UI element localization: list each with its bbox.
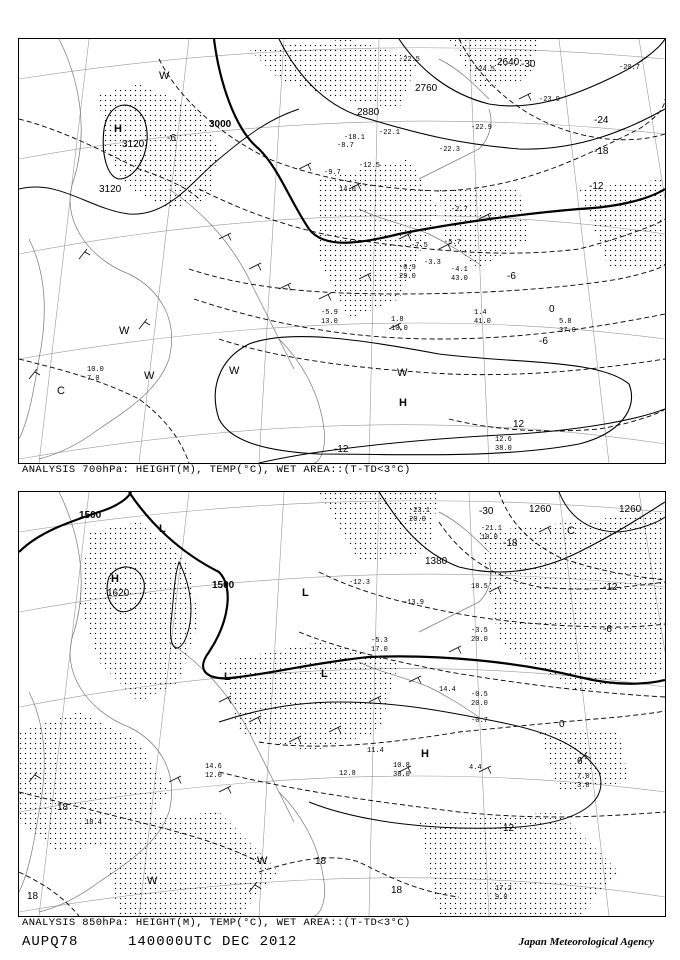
obs-value: -5.3 (371, 637, 388, 645)
temp-label: -6 (539, 336, 548, 347)
obs-value: -0.7 (471, 717, 488, 725)
height-label: 3120 (99, 184, 122, 195)
panel-caption-700hpa: ANALYSIS 700hPa: HEIGHT(M), TEMP(°C), WET AREA::(T-TD<3°C) (22, 464, 411, 476)
height-label: 2880 (357, 107, 380, 118)
obs-value: 38.0 (495, 445, 512, 453)
warm-label: W (147, 875, 158, 887)
obs-value: 7.0 (577, 773, 590, 781)
obs-value: -3.5 (471, 627, 488, 635)
warm-label: W (397, 367, 408, 379)
high-pressure-value: 3120 (122, 139, 145, 150)
temp-label: -30 (521, 59, 536, 70)
temp-label: 6 (577, 756, 583, 767)
product-code: AUPQ78 (22, 934, 79, 950)
obs-value: -20.7 (619, 64, 641, 72)
warm-label: W (159, 70, 170, 82)
height-label: 1500 (212, 580, 235, 591)
obs-value: 13.0 (321, 318, 338, 326)
temp-label: 12 (513, 419, 525, 430)
temp-label: -6 (167, 133, 176, 144)
obs-value: 1.8 (391, 316, 404, 324)
temp-label: 12 (503, 823, 515, 834)
obs-value: 12.0 (205, 772, 222, 780)
obs-value: 14.6 (205, 763, 222, 771)
obs-value: 18.5 (471, 583, 488, 591)
obs-value: -24.5 (474, 66, 496, 74)
obs-value: 5.8 (559, 318, 572, 326)
obs-value: 20.0 (409, 516, 426, 524)
obs-value: -4.1 (451, 266, 468, 274)
obs-value: 3.8 (577, 782, 590, 790)
obs-value: 12.6 (495, 436, 512, 444)
obs-value: 38.0 (393, 771, 410, 779)
cold-label: C (57, 385, 65, 397)
temp-label: -12 (334, 444, 349, 455)
obs-value: 18.4 (85, 819, 102, 827)
obs-value: -2.7 (451, 206, 468, 214)
temp-label: -12 (603, 582, 618, 593)
obs-value: -3.3 (424, 259, 441, 267)
temp-label: -18 (594, 146, 609, 157)
temp-label: 0 (549, 304, 555, 315)
obs-value: 37.0 (559, 327, 576, 335)
obs-value: 14.4 (439, 686, 456, 694)
obs-value: -23.9 (539, 96, 561, 104)
low-pressure-label: L (302, 587, 309, 599)
temp-label: 18 (315, 856, 327, 867)
map-panel-850hpa (18, 491, 666, 917)
temp-label: -6 (603, 624, 612, 635)
obs-value: 20.0 (471, 636, 488, 644)
obs-value: -8.7 (337, 142, 354, 150)
obs-value: -22.3 (439, 146, 461, 154)
height-label: 2640 (497, 57, 520, 68)
temp-label: -6 (507, 271, 516, 282)
temp-label: 18 (391, 885, 403, 896)
warm-label: W (229, 365, 240, 377)
obs-value: -9.7 (324, 169, 341, 177)
obs-value: -22.9 (471, 124, 493, 132)
obs-value: -12.5 (359, 162, 381, 170)
obs-value: 17.0 (371, 646, 388, 654)
map-panel-700hpa (18, 38, 666, 464)
low-pressure-label: L (224, 671, 231, 683)
obs-value: 1.4 (474, 309, 487, 317)
agency-credit: Japan Meteorological Agency (518, 936, 654, 948)
obs-value: 10.8 (393, 762, 410, 770)
wet-area (19, 492, 665, 916)
obs-value: -12.3 (349, 579, 371, 587)
map-850hpa (19, 492, 665, 916)
obs-value: -22.1 (379, 129, 401, 137)
obs-value: 4.4 (469, 764, 482, 772)
obs-value: 12.8 (339, 770, 356, 778)
height-label: 1260 (619, 504, 642, 515)
obs-value: 11.4 (367, 747, 384, 755)
height-label: 3000 (209, 119, 232, 130)
high-pressure-label: H (399, 397, 407, 409)
obs-value: 10.0 (391, 325, 408, 333)
obs-value: -5.9 (321, 309, 338, 317)
warm-label: W (257, 855, 268, 867)
temp-label: -24 (594, 115, 609, 126)
obs-value: 10.0 (87, 366, 104, 374)
height-label: 1380 (425, 556, 448, 567)
valid-time: 140000UTC DEC 2012 (128, 934, 298, 950)
warm-label: W (144, 370, 155, 382)
temp-label: 0 (559, 719, 565, 730)
high-pressure-value: 1620 (107, 588, 130, 599)
obs-value: -5.7 (444, 239, 461, 247)
warm-label: W (119, 325, 130, 337)
high-pressure-label: H (421, 748, 429, 760)
obs-value: -0.5 (471, 691, 488, 699)
height-label: 1500 (79, 510, 102, 521)
height-label: 1260 (529, 504, 552, 515)
temp-label: 18 (27, 891, 39, 902)
obs-value: 43.0 (451, 275, 468, 283)
panel-caption-850hpa: ANALYSIS 850hPa: HEIGHT(M), TEMP(°C), WET AREA::(T-TD<3°C) (22, 917, 411, 929)
low-pressure-label: L (321, 668, 328, 680)
obs-value: 7.0 (87, 375, 100, 383)
temp-label: -18 (503, 538, 518, 549)
low-pressure-label: L (159, 523, 166, 535)
map-700hpa (19, 39, 665, 463)
temp-label: 18 (57, 802, 69, 813)
obs-value: 9.0 (495, 894, 508, 902)
obs-value: 14.0 (339, 186, 356, 194)
high-pressure-label: H (111, 573, 119, 585)
obs-value: -18.1 (344, 134, 366, 142)
temp-label: -12 (589, 181, 604, 192)
obs-value: -0.9 (399, 264, 416, 272)
cold-label: C (567, 525, 575, 537)
obs-value: 20.0 (471, 700, 488, 708)
obs-value: 10.0 (481, 534, 498, 542)
height-label: 2760 (415, 83, 438, 94)
obs-value: 41.0 (474, 318, 491, 326)
high-pressure-label: H (114, 123, 122, 135)
temp-label: -30 (479, 506, 494, 517)
obs-value: -23.1 (409, 507, 431, 515)
obs-value: 17.2 (495, 885, 512, 893)
obs-value: 29.0 (399, 273, 416, 281)
obs-value: -13.9 (403, 599, 425, 607)
obs-value: -7.5 (411, 242, 428, 250)
obs-value: -22.5 (399, 56, 421, 64)
obs-value: -21.1 (481, 525, 503, 533)
